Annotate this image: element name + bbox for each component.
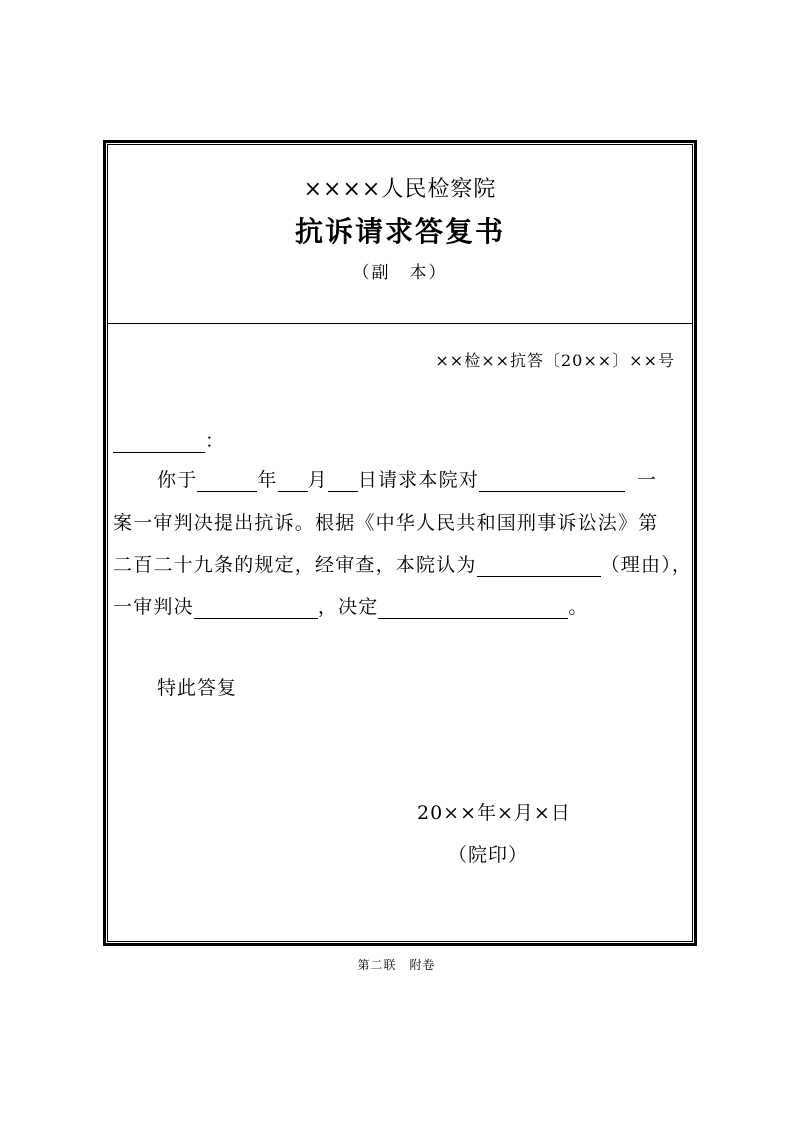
defendant-case-blank[interactable] <box>479 469 625 492</box>
line4-prefix: 一审判决 <box>113 596 194 618</box>
seal-text: （院印） <box>448 844 529 866</box>
day-request-text: 日请求本院对 <box>357 469 480 491</box>
month-label: 月 <box>307 469 328 491</box>
addressee-line <box>113 426 225 453</box>
footer-text: 第二联 附卷 <box>357 958 436 972</box>
judgment-blank[interactable] <box>194 596 318 619</box>
addressee-blank[interactable] <box>113 430 205 453</box>
document-number: ××检××抗答〔20××〕××号 <box>435 351 675 370</box>
document-title: 抗诉请求答复书 <box>294 215 505 248</box>
line4-middle: ，决定 <box>317 596 379 618</box>
body-line-1 <box>157 465 657 492</box>
copy-label: （副 本） <box>352 263 448 283</box>
organization-name: ××××人民检察院 <box>303 177 497 202</box>
decision-blank[interactable] <box>378 596 568 619</box>
line3-prefix: 二百二十九条的规定，经审查，本院认为 <box>113 554 477 576</box>
addressee-colon: ： <box>205 430 226 452</box>
line1-suffix: 一 <box>637 469 658 491</box>
body-line-2: 案一审判决提出抗诉。根据《中华人民共和国刑事诉讼法》第 <box>113 512 659 534</box>
month-blank[interactable] <box>278 469 308 492</box>
date-text: 20××年×月×日 <box>417 802 571 824</box>
line1-prefix: 你于 <box>157 469 198 491</box>
body-line-4 <box>113 592 589 619</box>
line3-suffix: （理由）， <box>600 554 693 576</box>
day-blank[interactable] <box>328 469 358 492</box>
body-line-3 <box>113 550 692 577</box>
year-label: 年 <box>257 469 278 491</box>
closing-text: 特此答复 <box>157 677 238 699</box>
line4-suffix: 。 <box>568 596 589 618</box>
header-divider <box>107 323 693 324</box>
reason-blank[interactable] <box>477 554 601 577</box>
year-blank[interactable] <box>197 469 257 492</box>
